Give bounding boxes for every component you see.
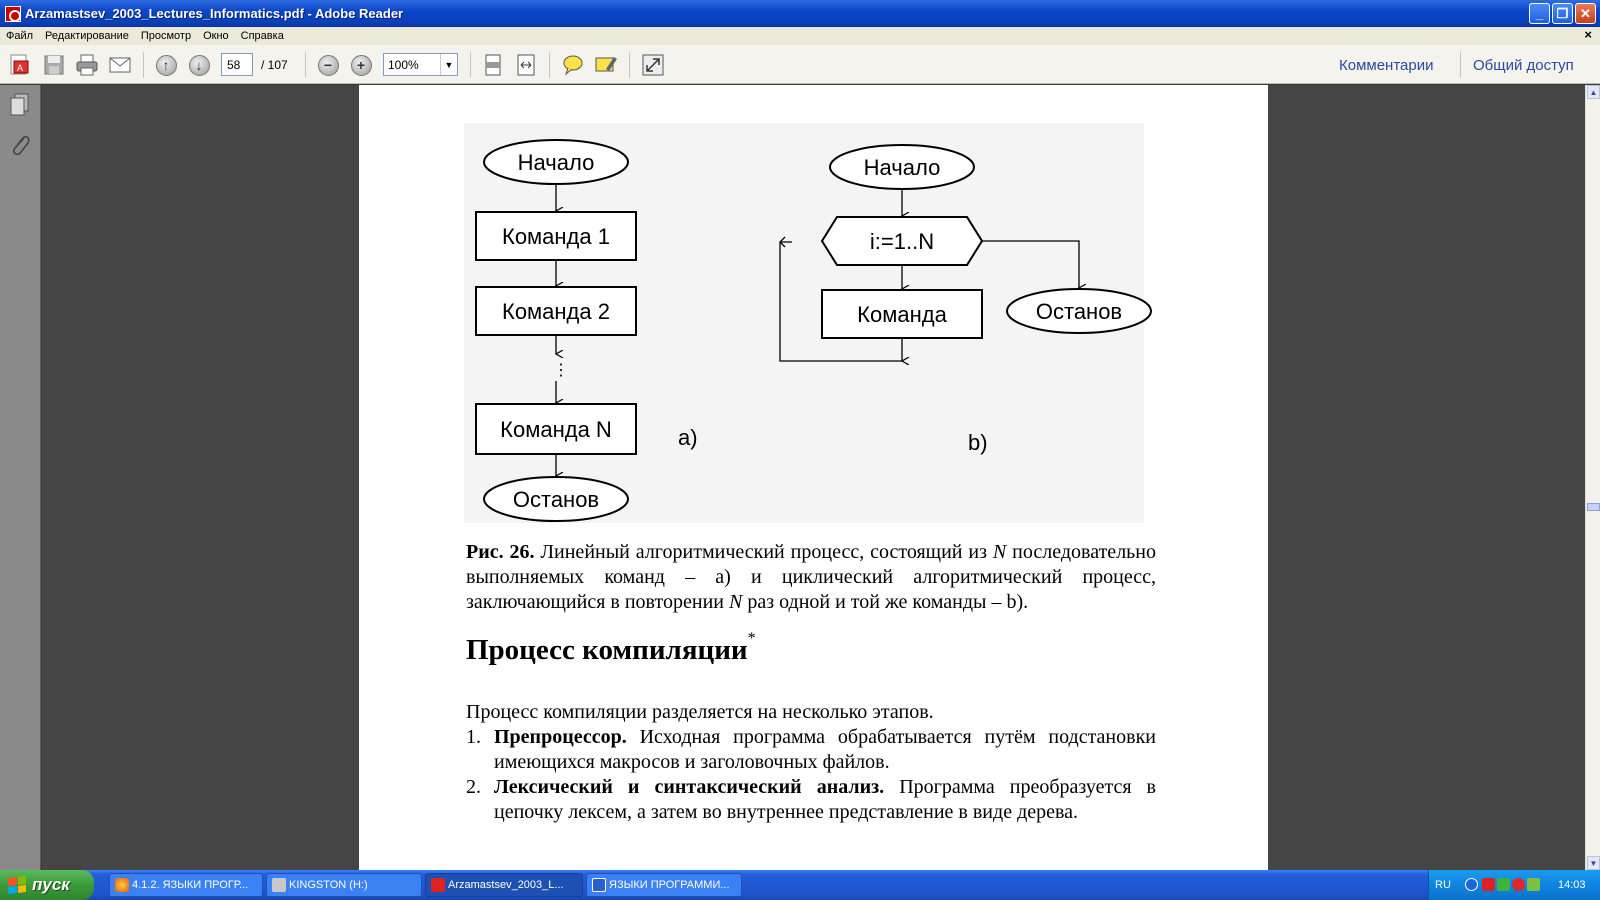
command-1-label: Команда 1 (502, 224, 610, 249)
svg-text:A: A (17, 63, 24, 73)
toolbar-separator (305, 52, 306, 78)
pdf-icon (431, 878, 445, 892)
toolbar-separator (1460, 52, 1461, 78)
zoom-in-icon[interactable]: + (349, 53, 373, 77)
caption-number: Рис. 26. (466, 541, 535, 563)
window-controls (1529, 3, 1596, 24)
chevron-down-icon[interactable]: ▼ (440, 54, 457, 75)
comment-icon[interactable] (561, 53, 585, 77)
start-label: пуск (32, 875, 70, 894)
navigation-panel (0, 85, 41, 870)
menu-bar (0, 27, 1600, 45)
pdf-tray-icon[interactable] (1482, 878, 1495, 891)
list-item-text: Исходная программа обрабатывается путём подстановки имеющихся макросов и заголовочных файлов. (494, 726, 1156, 773)
windows-logo-icon (8, 876, 26, 894)
save-icon[interactable] (42, 53, 66, 77)
section-heading-text: Процесс компиляции (466, 634, 748, 666)
attachments-icon[interactable] (9, 133, 31, 157)
toolbar-separator (629, 52, 630, 78)
title-bar (0, 0, 1600, 27)
task-label: ЯЗЫКИ ПРОГРАММИ... (609, 879, 730, 891)
list-number: 2. (466, 776, 481, 798)
comments-button[interactable]: Комментарии (1339, 57, 1434, 74)
list-item-text: Программа преобразуется в цепочку лексем, а затем во внутреннее представление в виде дерева. (494, 776, 1156, 823)
list-number: 1. (466, 726, 481, 748)
list-item (466, 775, 1156, 825)
antivirus-icon[interactable] (1512, 878, 1525, 891)
stop-label-b: Останов (1035, 299, 1123, 324)
taskbar-item-pdf[interactable] (425, 873, 583, 897)
menu-window[interactable]: Окно (203, 30, 229, 42)
zoom-out-icon[interactable]: − (316, 53, 340, 77)
scroll-thumb[interactable] (1587, 503, 1600, 511)
list-item-term: Лексический и синтаксический анализ. (494, 776, 885, 798)
fit-page-icon[interactable] (481, 53, 505, 77)
intro-paragraph: Процесс компиляции разделяется на несколько этапов. (466, 701, 934, 723)
caption-italic-1: N (992, 541, 1007, 563)
pdf-page (359, 85, 1268, 870)
menu-view[interactable]: Просмотр (140, 30, 192, 42)
language-indicator[interactable]: RU (1435, 879, 1451, 891)
next-page-icon[interactable]: ↓ (187, 53, 211, 77)
task-label: 4.1.2. ЯЗЫКИ ПРОГР... (132, 879, 249, 891)
task-label: KINGSTON (H:) (289, 879, 368, 891)
list-item (466, 725, 1156, 775)
toolbar-separator (470, 52, 471, 78)
prev-page-icon[interactable]: ↑ (154, 53, 178, 77)
zoom-level-input[interactable]: 100% (383, 53, 458, 76)
safely-remove-icon[interactable] (1527, 878, 1540, 891)
scroll-up-icon[interactable]: ▲ (1587, 85, 1600, 99)
minimize-button[interactable]: _ (1529, 3, 1550, 24)
stop-label-a: Останов (512, 487, 600, 512)
fullscreen-icon[interactable] (641, 53, 665, 77)
figure-26 (359, 85, 1268, 535)
caption-text-3: раз одной и той же команды – b). (742, 591, 1029, 613)
section-heading (466, 630, 756, 667)
start-label-b: Начало (863, 155, 941, 180)
create-pdf-icon[interactable] (8, 53, 32, 77)
email-icon[interactable] (108, 53, 132, 77)
command-n-label: Команда N (500, 417, 612, 442)
page-number-input[interactable]: 58 (221, 53, 253, 76)
back-arrow-icon[interactable] (1465, 878, 1478, 891)
figure-label-a: a) (678, 425, 698, 450)
print-icon[interactable] (75, 53, 99, 77)
drive-icon (272, 878, 286, 892)
menu-help[interactable]: Справка (240, 30, 284, 42)
caption-text-2: последовательно выполняемых команд – а) и циклический алгоритмический процесс, заключающийся в повторении (466, 541, 1156, 613)
caption-italic-2: N (728, 591, 743, 613)
share-button[interactable]: Общий доступ (1473, 57, 1574, 74)
clock: 14:03 (1558, 879, 1586, 891)
loop-label: i:=1..N (869, 229, 935, 254)
figure-caption (466, 540, 1156, 615)
taskbar (0, 870, 1600, 900)
task-label: Arzamastsev_2003_L... (448, 879, 564, 891)
start-label-a: Начало (517, 150, 595, 175)
menu-file[interactable]: Файл (6, 30, 34, 42)
scroll-down-icon[interactable]: ▼ (1587, 856, 1600, 870)
toolbar-separator (549, 52, 550, 78)
pages-icon[interactable] (9, 93, 31, 117)
close-document-icon[interactable]: × (1584, 27, 1592, 42)
fit-width-icon[interactable] (514, 53, 538, 77)
footnote-mark: * (747, 630, 756, 647)
taskbar-item-word[interactable] (586, 873, 742, 897)
page-total: / 107 (261, 58, 288, 72)
start-button[interactable] (0, 870, 94, 900)
highlight-icon[interactable] (594, 53, 618, 77)
taskbar-item-browser[interactable] (109, 873, 263, 897)
adobe-reader-icon (5, 6, 21, 22)
close-button[interactable]: ✕ (1575, 3, 1596, 24)
figure-label-b: b) (968, 430, 988, 455)
taskbar-item-drive[interactable] (266, 873, 422, 897)
list-item-term: Препроцессор. (494, 726, 627, 748)
document-viewport[interactable] (42, 85, 1585, 870)
command-label-b: Команда (857, 302, 947, 327)
toolbar-separator (143, 52, 144, 78)
network-icon[interactable] (1497, 878, 1510, 891)
maximize-button[interactable]: ❐ (1552, 3, 1573, 24)
menu-edit[interactable]: Редактирование (45, 30, 129, 42)
section-body (466, 700, 1156, 825)
browser-icon (115, 878, 129, 892)
command-2-label: Команда 2 (502, 299, 610, 324)
caption-text-1: Линейный алгоритмический процесс, состоящий из (534, 541, 993, 563)
window-title: Arzamastsev_2003_Lectures_Informatics.pdf - Adobe Reader (25, 6, 404, 21)
toolbar (0, 45, 1600, 84)
vertical-scrollbar[interactable] (1585, 85, 1600, 870)
word-icon (592, 878, 606, 892)
ellipsis-dots: ⋮ (553, 362, 569, 379)
